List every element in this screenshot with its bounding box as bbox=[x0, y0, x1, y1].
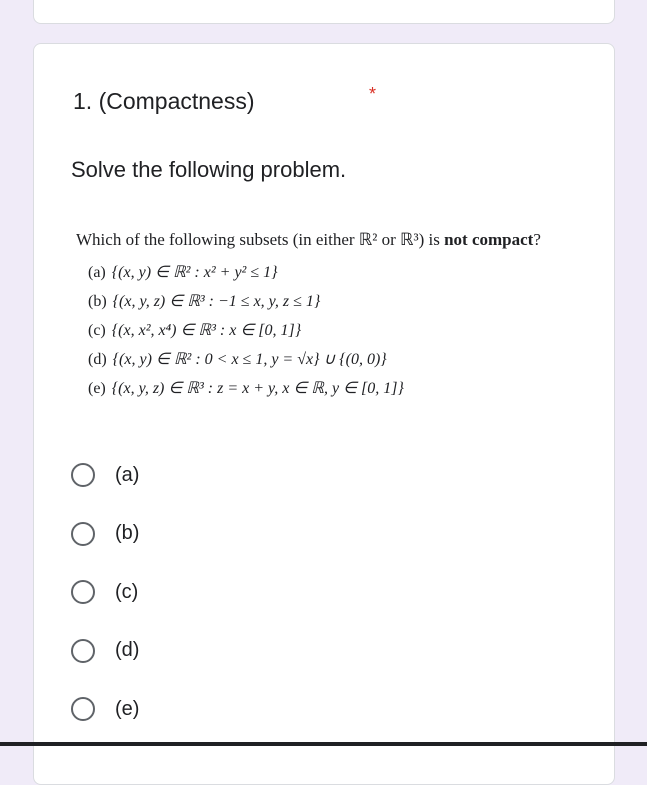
option-e[interactable] bbox=[71, 680, 139, 739]
question-card bbox=[33, 43, 615, 785]
subset-a bbox=[88, 262, 596, 282]
problem-intro-bold: not compact bbox=[444, 230, 534, 249]
radio-button[interactable] bbox=[71, 522, 95, 546]
option-label: (b) bbox=[115, 522, 140, 545]
subset-expression: {(x, y) ∈ ℝ² : 0 < x ≤ 1, y = √x} ∪ {(0, 0)} bbox=[112, 351, 387, 368]
option-d[interactable] bbox=[71, 622, 139, 681]
radio-button[interactable] bbox=[71, 697, 95, 721]
option-b[interactable] bbox=[71, 505, 139, 564]
problem-intro-text: Which of the following subsets (in either ℝ² or ℝ³) is bbox=[76, 230, 445, 249]
subset-expression: {(x, y, z) ∈ ℝ³ : z = x + y, x ∈ ℝ, y ∈ [0, 1]} bbox=[111, 380, 404, 397]
subset-b bbox=[88, 291, 596, 311]
problem-statement bbox=[76, 230, 596, 250]
subset-e bbox=[88, 378, 596, 398]
answer-options bbox=[71, 446, 139, 739]
subset-expression: {(x, x², x⁴) ∈ ℝ³ : x ∈ [0, 1]} bbox=[111, 322, 302, 339]
screen-bottom-edge bbox=[0, 742, 647, 746]
option-a[interactable] bbox=[71, 446, 139, 505]
option-label: (c) bbox=[115, 580, 139, 603]
option-label: (e) bbox=[115, 697, 140, 720]
subset-label: (c) bbox=[88, 322, 106, 339]
subset-label: (b) bbox=[88, 293, 107, 310]
subset-label: (a) bbox=[88, 264, 106, 281]
subset-label: (e) bbox=[88, 380, 106, 397]
question-title: 1. (Compactness) bbox=[73, 88, 255, 114]
option-label: (d) bbox=[115, 639, 140, 662]
problem-image bbox=[76, 230, 596, 407]
question-description: Solve the following problem. bbox=[71, 157, 347, 182]
option-label: (a) bbox=[115, 463, 140, 486]
subset-label: (d) bbox=[88, 351, 107, 368]
subset-c bbox=[88, 320, 596, 340]
subset-d bbox=[88, 349, 596, 369]
previous-question-card bbox=[33, 0, 615, 24]
option-c[interactable] bbox=[71, 563, 139, 622]
radio-button[interactable] bbox=[71, 580, 95, 604]
required-asterisk: * bbox=[369, 84, 377, 104]
radio-button[interactable] bbox=[71, 639, 95, 663]
subset-expression: {(x, y) ∈ ℝ² : x² + y² ≤ 1} bbox=[111, 264, 278, 281]
subset-expression: {(x, y, z) ∈ ℝ³ : −1 ≤ x, y, z ≤ 1} bbox=[112, 293, 321, 310]
radio-button[interactable] bbox=[71, 463, 95, 487]
problem-intro-end: ? bbox=[533, 230, 541, 249]
